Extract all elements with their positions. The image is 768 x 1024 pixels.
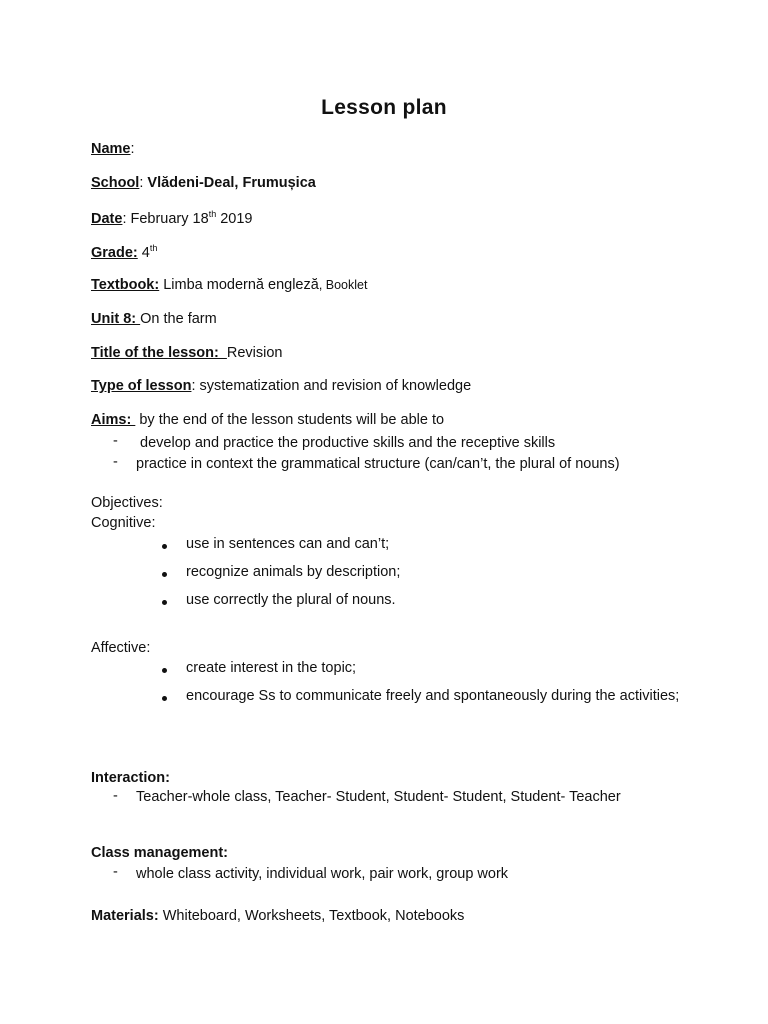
date-year: 2019	[216, 210, 253, 227]
date-ordinal: th	[208, 209, 217, 219]
grade-value: 4	[137, 244, 150, 261]
grade-line	[91, 243, 157, 261]
bullet-dot	[162, 600, 167, 605]
lesson-title-value: Revision	[226, 345, 283, 361]
cognitive-item-text: use correctly the plural of nouns.	[186, 592, 396, 608]
document-title: Lesson plan	[321, 96, 447, 119]
unit-value: On the farm	[140, 311, 217, 327]
cognitive-label: Cognitive:	[91, 515, 156, 531]
interaction-item-text: Teacher-whole class, Teacher- Student, Student- Student, Student- Teacher	[136, 789, 621, 805]
materials-value: Whiteboard, Worksheets, Textbook, Notebooks	[158, 908, 465, 924]
aims-value: by the end of the lesson students will be able to	[135, 412, 445, 428]
dash-marker: -	[113, 433, 118, 449]
aims-item-text: practice in context the grammatical structure (can/can’t, the plural of nouns)	[136, 456, 620, 472]
textbook-label: Textbook:	[91, 277, 160, 293]
interaction-label	[91, 770, 170, 786]
textbook-line	[91, 277, 367, 293]
bullet-dot	[162, 544, 167, 549]
name-line	[91, 141, 135, 157]
date-label: Date	[91, 210, 123, 227]
school-line	[91, 175, 316, 191]
name-label: Name	[91, 141, 131, 157]
grade-ordinal: th	[149, 243, 158, 253]
materials-label: Materials:	[91, 908, 159, 924]
objectives-label: Objectives:	[91, 495, 163, 511]
interaction-label-text: Interaction:	[91, 770, 170, 786]
lesson-type-label: Type of lesson	[91, 378, 192, 394]
dash-marker: -	[113, 454, 118, 470]
unit-label: Unit 8:	[91, 311, 141, 327]
school-separator: :	[139, 175, 148, 191]
bullet-dot	[162, 572, 167, 577]
school-value: Vlădeni-Deal, Frumușica	[147, 175, 316, 191]
bullet-dot	[162, 696, 167, 701]
cognitive-item-text: use in sentences can and can’t;	[186, 536, 390, 552]
aims-line	[91, 412, 444, 428]
class-management-item-text: whole class activity, individual work, pair work, group work	[136, 866, 509, 882]
affective-item-text: create interest in the topic;	[186, 660, 357, 676]
class-management-label-text: Class management:	[91, 845, 228, 861]
lesson-type-value: : systematization and revision of knowledge	[191, 378, 472, 394]
lesson-type-line	[91, 378, 471, 394]
date-day: : February 18	[122, 210, 209, 227]
grade-label: Grade:	[91, 244, 138, 261]
unit-line	[91, 311, 217, 327]
dash-marker: -	[113, 788, 118, 804]
affective-label: Affective:	[91, 640, 151, 656]
aims-item-text: develop and practice the productive skills and the receptive skills	[136, 435, 556, 451]
lesson-title-line	[91, 345, 283, 361]
cognitive-item-text: recognize animals by description;	[186, 564, 401, 580]
date-line	[91, 209, 253, 227]
dash-marker: -	[113, 864, 118, 880]
affective-item-text: encourage Ss to communicate freely and spontaneously during the activities;	[186, 688, 680, 704]
aims-label: Aims:	[91, 412, 136, 428]
textbook-value: Limba modernă engleză	[159, 277, 319, 293]
class-management-label	[91, 845, 228, 861]
name-separator: :	[130, 141, 135, 157]
textbook-booklet: , Booklet	[318, 278, 368, 292]
materials-line	[91, 908, 464, 924]
bullet-dot	[162, 668, 167, 673]
school-label: School	[91, 175, 140, 191]
lesson-title-label: Title of the lesson:	[91, 345, 227, 361]
